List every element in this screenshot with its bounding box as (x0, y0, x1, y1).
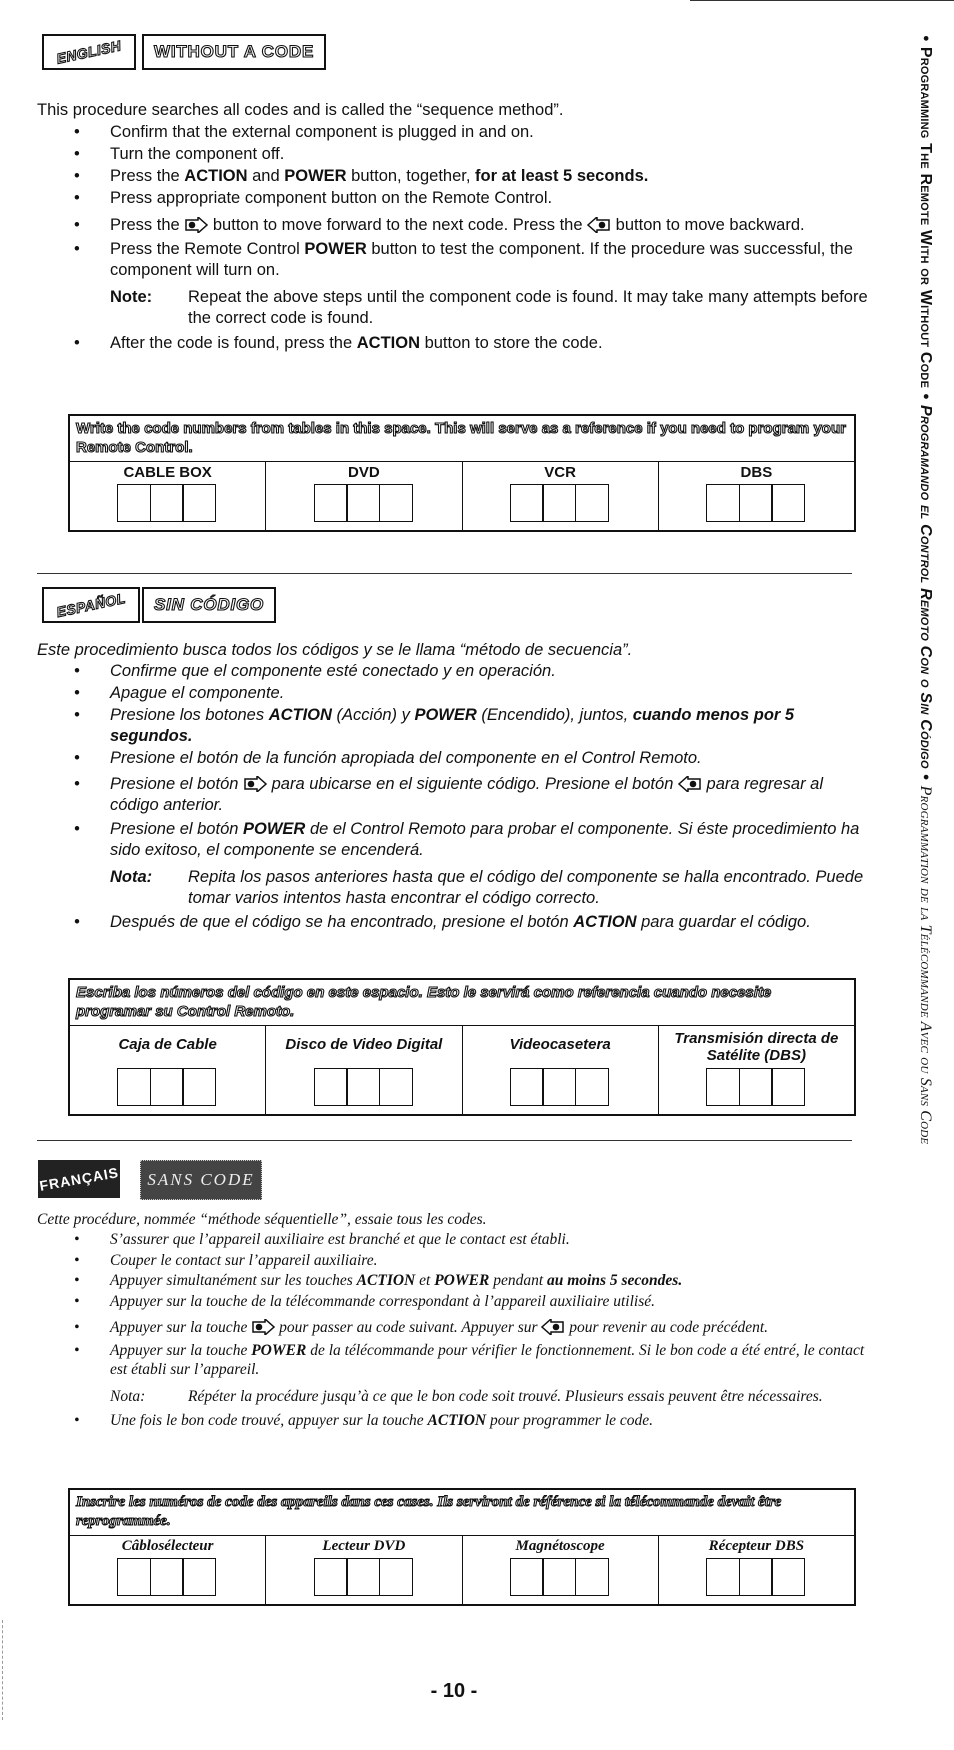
backward-arrow-icon (541, 1319, 565, 1335)
note-text: Repita los pasos anteriores hasta que el código del componente se halla encontrado. Puede tomar varios intentos hasta encontrar el código correcto. (188, 868, 864, 907)
code-reference-table (68, 414, 856, 532)
code-digit-box (575, 484, 609, 522)
section-french (0, 1158, 900, 1554)
list-item: • Appuyer sur la touche de la télécommande correspondant à l’appareil auxiliaire utilisé. (72, 1292, 872, 1312)
code-digit-box (706, 1068, 740, 1106)
table-column: Récepteur DBS (659, 1536, 854, 1604)
code-digit-box (182, 1068, 216, 1106)
code-digit-box (346, 1068, 380, 1106)
code-digit-box (771, 484, 805, 522)
code-digit-box (575, 1558, 609, 1596)
sidebar-title-es: Programando el Control Remoto Con o Sin Código (917, 404, 934, 769)
note (72, 867, 872, 909)
table-columns (70, 462, 854, 530)
language-badge: ENGLISH (42, 34, 136, 70)
list-item: • Presione el botón para ubicarse en el siguiente código. Presione el botón para regresar al código anterior. (72, 774, 872, 816)
note-text: Répéter la procédure jusqu’à ce que le bon code soit trouvé. Plusieurs essais peuvent être nécessaires. (188, 1387, 823, 1405)
code-digit-box (575, 1068, 609, 1106)
list-item: • Turn the component off. (72, 144, 872, 165)
code-digit-box (314, 484, 348, 522)
step-list (72, 661, 872, 934)
section-title: SIN CÓDIGO (142, 587, 276, 623)
margin-mark (2, 1620, 3, 1720)
section-spanish (0, 585, 900, 1064)
backward-arrow-icon (678, 776, 702, 792)
code-digit-box (706, 1558, 740, 1596)
table-header: Inscrire les numéros de code des appareils dans ces cases. Ils serviront de référence si la télécommande devait être reprogrammée. (70, 1490, 854, 1536)
sidebar-title-fr: Programmation de la Télécommande Avec ou Sans Code (917, 785, 934, 1145)
code-digit-box (542, 484, 576, 522)
table-column: DBS (659, 462, 854, 530)
table-column: Câblosélecteur (70, 1536, 266, 1604)
list-item: • Press the ACTION and POWER button, together, for at least 5 seconds. (72, 166, 872, 187)
list-item: • Appuyer simultanément sur les touches ACTION et POWER pendant au moins 5 secondes. (72, 1271, 872, 1291)
list-item: • Presione los botones ACTION (Acción) y POWER (Encendido), juntos, cuando menos por 5 segundos. (72, 705, 872, 747)
list-item: • Presione el botón POWER de el Control Remoto para probar el componente. Si éste procedimiento ha sido exitoso, el componente se encenderá. (72, 819, 872, 861)
step-list (72, 1230, 872, 1432)
code-entry-boxes (119, 1068, 217, 1106)
code-digit-box (542, 1558, 576, 1596)
table-columns (70, 1536, 854, 1604)
code-digit-box (346, 1558, 380, 1596)
code-digit-box (771, 1558, 805, 1596)
list-item: • Appuyer sur la touche pour passer au code suivant. Appuyer sur pour revenir au code précédent. (72, 1318, 872, 1338)
list-item: • After the code is found, press the ACTION button to store the code. (72, 333, 872, 354)
code-digit-box (150, 1558, 184, 1596)
code-digit-box (542, 1068, 576, 1106)
table-column: Disco de Video Digital (266, 1026, 462, 1114)
section-header (0, 32, 900, 72)
section-title: SANS CODE (140, 1160, 262, 1200)
code-digit-box (379, 1068, 413, 1106)
list-item: • Couper le contact sur l’appareil auxiliaire. (72, 1251, 872, 1271)
note (72, 1387, 872, 1407)
list-item: • Presione el botón de la función apropiada del componente en el Control Remoto. (72, 748, 872, 769)
code-entry-boxes (511, 1068, 609, 1106)
note-label: Nota: (110, 1387, 146, 1405)
table-column: Transmisión directa de Satélite (DBS) (659, 1026, 854, 1114)
list-item: • Une fois le bon code trouvé, appuyer sur la touche ACTION pour programmer le code. (72, 1411, 872, 1431)
table-column: Lecteur DVD (266, 1536, 462, 1604)
list-item: • Press the button to move forward to the next code. Press the button to move backward. (72, 215, 872, 236)
table-columns (70, 1026, 854, 1114)
list-item: • Apague el componente. (72, 683, 872, 704)
note-label: Note: (110, 288, 153, 306)
forward-arrow-icon (184, 217, 208, 233)
table-column: VCR (463, 462, 659, 530)
code-digit-box (771, 1068, 805, 1106)
list-item: • Confirm that the external component is plugged in and on. (72, 122, 872, 143)
intro-text: Este procedimiento busca todos los códigos y se le llama “método de secuencia”. (37, 641, 633, 659)
code-entry-boxes (511, 1558, 609, 1596)
code-digit-box (739, 484, 773, 522)
page-number: - 10 - (430, 1680, 478, 1702)
code-digit-box (182, 1558, 216, 1596)
code-entry-boxes (708, 1068, 806, 1106)
code-digit-box (739, 1558, 773, 1596)
list-item: • Confirme que el componente esté conectado y en operación. (72, 661, 872, 682)
code-digit-box (510, 1558, 544, 1596)
table-column: Videocasetera (463, 1026, 659, 1114)
sidebar-title-en: Programming The Remote With or Without Code (917, 46, 934, 389)
step-list (72, 122, 872, 355)
list-item: • Press the Remote Control POWER button to test the component. If the procedure was successful, the component will turn on. (72, 239, 872, 281)
code-reference-table (68, 1488, 856, 1606)
code-digit-box (346, 484, 380, 522)
table-header: Write the code numbers from tables in this space. This will serve as a reference if you need to program your Remote Control. (70, 416, 854, 462)
list-item: • S’assurer que l’appareil auxiliaire est branché et que le contact est établi. (72, 1230, 872, 1250)
list-item: • Press appropriate component button on the Remote Control. (72, 188, 872, 209)
intro-text: This procedure searches all codes and is called the “sequence method”. (37, 101, 564, 119)
table-column: Magnétoscope (463, 1536, 659, 1604)
code-digit-box (117, 1068, 151, 1106)
code-entry-boxes (708, 484, 806, 522)
code-entry-boxes (119, 484, 217, 522)
table-header: Escriba los números del código en este espacio. Esto le servirá como referencia cuando necesite programar su Control Remoto. (70, 980, 854, 1026)
intro-text: Cette procédure, nommée “méthode séquentielle”, essaie tous les codes. (37, 1211, 487, 1228)
language-badge: FRANÇAIS (38, 1160, 120, 1198)
note-label: Nota: (110, 868, 153, 886)
code-digit-box (182, 484, 216, 522)
backward-arrow-icon (587, 217, 611, 233)
code-entry-boxes (315, 1068, 413, 1106)
code-entry-boxes (119, 1558, 217, 1596)
list-item: • Appuyer sur la touche POWER de la télécommande pour vérifier le fonctionnement. Si le bon code a été entré, le contact est établi sur l’appareil. (72, 1341, 872, 1380)
top-rule (690, 0, 954, 1)
code-digit-box (379, 484, 413, 522)
section-divider (37, 1140, 852, 1141)
code-digit-box (117, 484, 151, 522)
code-entry-boxes (315, 1558, 413, 1596)
code-digit-box (150, 1068, 184, 1106)
code-digit-box (117, 1558, 151, 1596)
code-digit-box (314, 1068, 348, 1106)
table-column: Caja de Cable (70, 1026, 266, 1114)
code-entry-boxes (511, 484, 609, 522)
list-item: • Después de que el código se ha encontrado, presione el botón ACTION para guardar el código. (72, 912, 872, 933)
table-column: DVD (266, 462, 462, 530)
code-digit-box (510, 484, 544, 522)
section-english (0, 32, 900, 481)
section-divider (37, 573, 852, 574)
forward-arrow-icon (251, 1319, 275, 1335)
table-column: CABLE BOX (70, 462, 266, 530)
code-digit-box (150, 484, 184, 522)
code-reference-table (68, 978, 856, 1116)
code-digit-box (314, 1558, 348, 1596)
code-entry-boxes (315, 484, 413, 522)
code-digit-box (739, 1068, 773, 1106)
section-header (0, 585, 900, 625)
sidebar-running-title: ●Programming The Remote With or Without Code●Programando el Control Remoto Con o Sin Código●Programmation de la Télécommande Avec ou Sans Code (917, 35, 934, 1145)
code-digit-box (379, 1558, 413, 1596)
note (72, 287, 872, 329)
code-entry-boxes (708, 1558, 806, 1596)
language-badge: ESPAÑOL (42, 587, 140, 623)
section-header (0, 1158, 900, 1202)
code-digit-box (510, 1068, 544, 1106)
note-text: Repeat the above steps until the component code is found. It may take many attempts before the correct code is found. (188, 288, 868, 327)
forward-arrow-icon (243, 776, 267, 792)
section-title: WITHOUT A CODE (142, 34, 326, 70)
code-digit-box (706, 484, 740, 522)
